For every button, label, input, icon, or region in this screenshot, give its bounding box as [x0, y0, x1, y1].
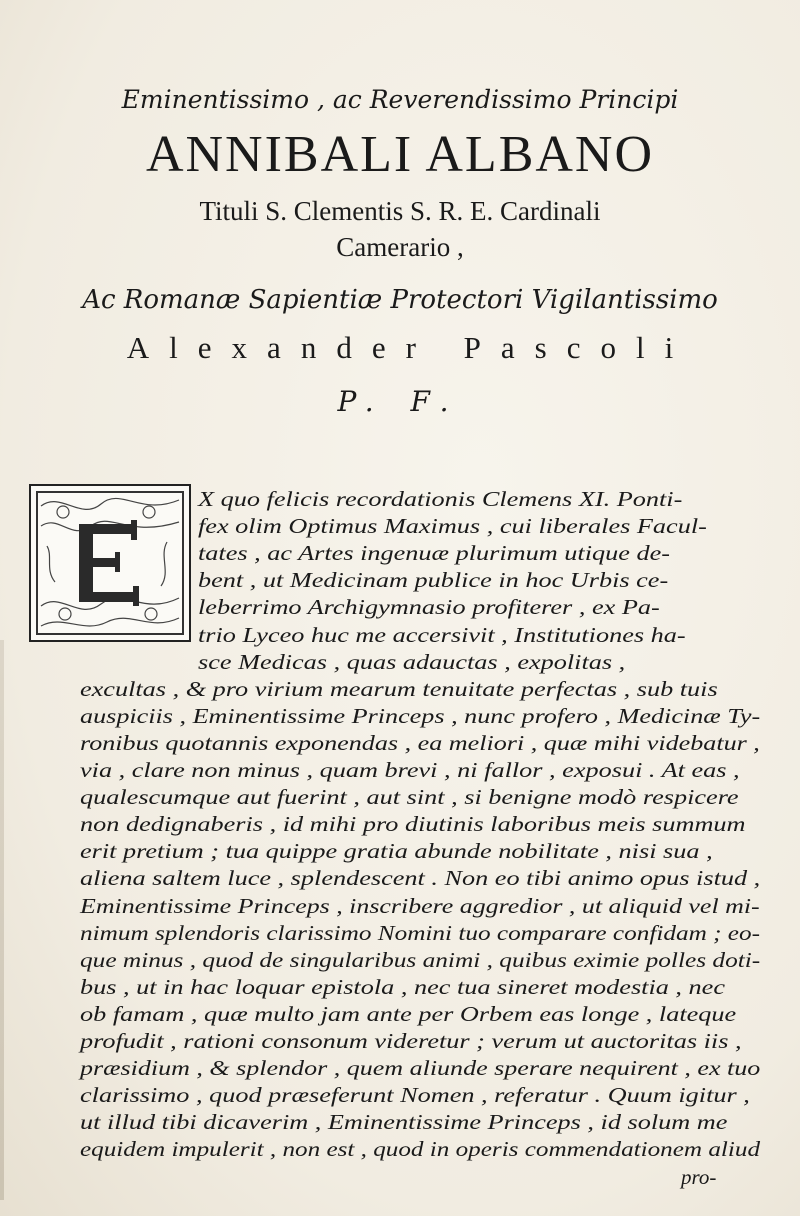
- body-text-line: via , clare non minus , quam brevi , ni fallor , exposui . At eas ,: [80, 758, 740, 782]
- body-text-line: ut illud tibi dicaverim , Eminentissime Princeps , id solum me: [80, 1110, 728, 1135]
- body-text-line: clarissimo , quod præseferunt Nomen , referatur . Quum igitur ,: [80, 1083, 750, 1108]
- author-name: Alexander Pascoli: [126, 330, 694, 365]
- dedicatee-name: ANNIBALI ALBANO: [145, 126, 655, 183]
- decorated-initial-e: [29, 484, 191, 642]
- body-text-line: nimum splendoris clarissimo Nomini tuo comparare confidam ; eo-: [80, 920, 761, 945]
- body-text-line: non dedignaberis , id mihi pro diutinis laboribus meis summum: [80, 812, 746, 837]
- body-text-line: præsidium , & splendor , quem aliunde sperare nequirent , ex tuo: [80, 1056, 761, 1081]
- body-text-line: tates , ac Artes ingenuæ plurimum utique de-: [198, 541, 670, 566]
- dedicatee-office: Camerario ,: [336, 232, 464, 262]
- body-text-line: Eminentissime Princeps , inscribere aggredior , ut aliquid vel mi-: [80, 893, 760, 918]
- body-text-line: ob famam , quæ multo jam ante per Orbem eas longe , lateque: [80, 1001, 737, 1026]
- dedication-salutation: Eminentissimo , ac Reverendissimo Principi: [121, 85, 679, 114]
- dedicatee-protector-title: Ac Romanæ Sapientiæ Protectori Vigilantissimo: [82, 285, 718, 315]
- body-text-line: qualescumque aut fuerint , aut sint , si benigne modò respicere: [80, 785, 739, 810]
- body-text-line: profudit , rationi consonum videretur ; verum ut auctoritas iis ,: [80, 1029, 742, 1053]
- body-text-line: fex olim Optimus Maximus , cui liberales Facul-: [198, 514, 707, 539]
- body-text-line: trio Lyceo huc me accersivit , Institutiones ha-: [198, 622, 686, 647]
- body-text-line: leberrimo Archigymnasio profiterer , ex Pa-: [198, 595, 660, 620]
- body-text-line: excultas , & pro virium mearum tenuitate perfectas , sub tuis: [80, 676, 718, 701]
- body-text-line: auspiciis , Eminentissime Princeps , nunc profero , Medicinæ Ty-: [80, 703, 761, 728]
- body-text-line: bent , ut Medicinam publice in hoc Urbis ce-: [198, 568, 669, 593]
- body-text-line: ronibus quotannis exponendas , ea meliori , quæ mihi videbatur ,: [80, 730, 760, 755]
- body-text-line: sce Medicas , quas adauctas , expolitas ,: [198, 649, 626, 674]
- body-text-line: que minus , quod de singularibus animi , quibus eximie polles doti-: [80, 947, 761, 972]
- page-edge-shadow: [0, 640, 4, 1200]
- ornament-icon: [31, 486, 189, 640]
- body-text-line: erit pretium ; tua quippe gratia abunde nobilitate , nisi sua ,: [80, 839, 713, 864]
- body-text-line: pro-: [681, 1164, 717, 1189]
- author-initials: P. F.: [337, 385, 463, 418]
- body-text-line: equidem impulerit , non est , quod in operis commendationem aliud: [80, 1137, 761, 1162]
- body-text-line: bus , ut in hac loquar epistola , nec tua sineret modestia , nec: [80, 974, 725, 999]
- body-text-line: aliena saltem luce , splendescent . Non eo tibi animo opus istud ,: [80, 866, 761, 891]
- dedicatee-title: Tituli S. Clementis S. R. E. Cardinali: [199, 196, 601, 226]
- body-text-line: X quo felicis recordationis Clemens XI. Ponti-: [198, 487, 683, 511]
